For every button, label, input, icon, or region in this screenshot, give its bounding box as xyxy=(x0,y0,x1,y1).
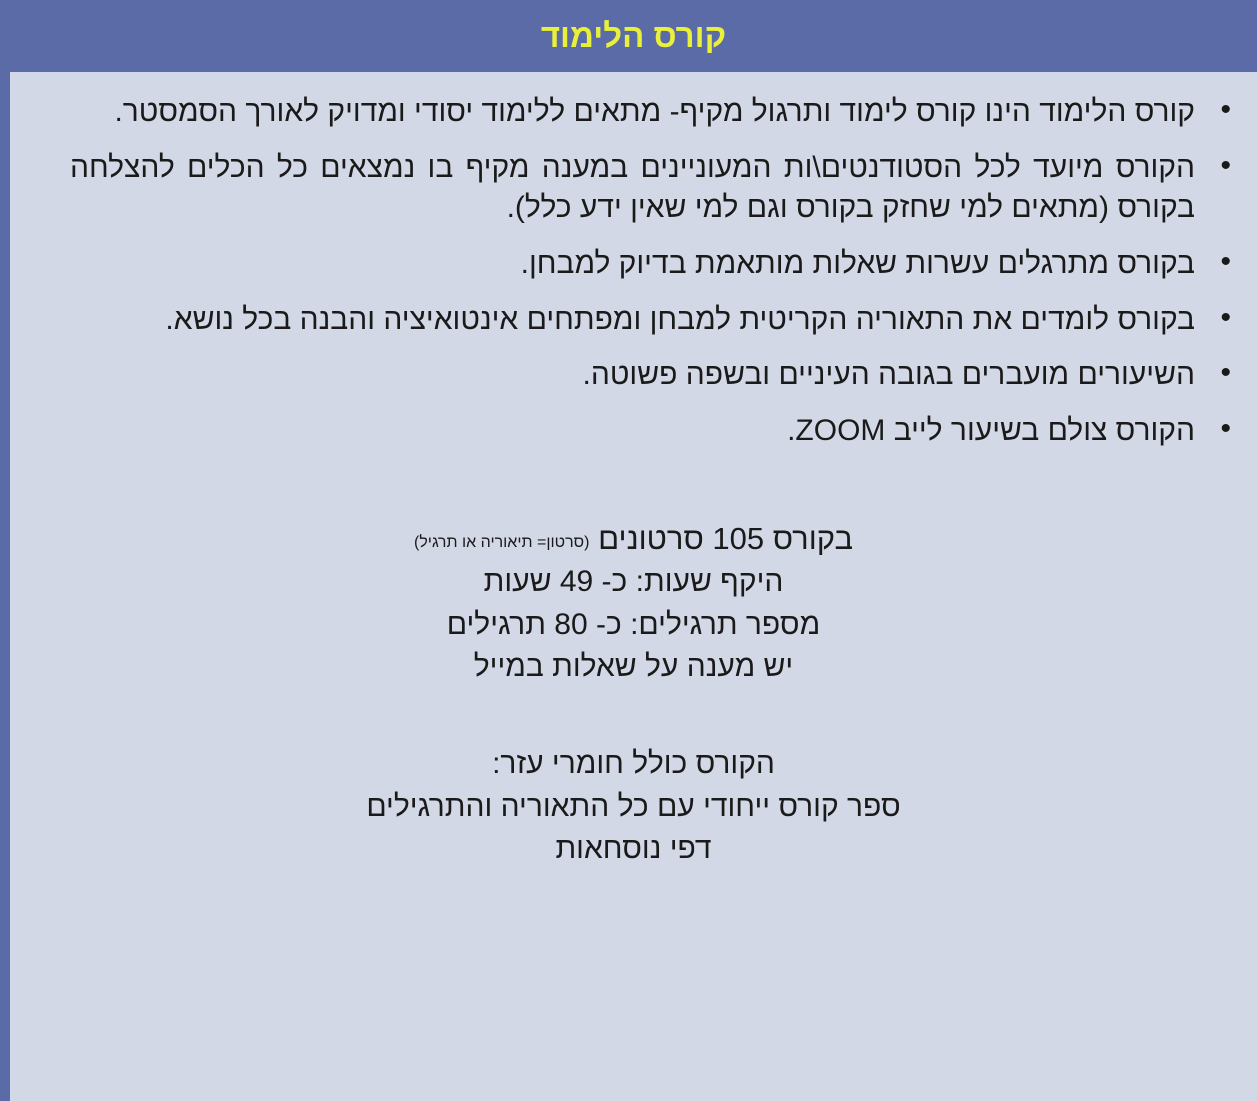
course-materials xyxy=(10,743,1257,871)
list-item: • קורס הלימוד הינו קורס לימוד ותרגול מקיף- מתאים ללימוד יסודי ומדויק לאורך הסמסטר. xyxy=(10,92,1257,132)
slide-content xyxy=(10,72,1257,1101)
materials-item-book: ספר קורס ייחודי עם כל התאוריה והתרגילים xyxy=(366,789,901,823)
list-item: • בקורס לומדים את התאוריה הקריטית למבחן ומפתחים אינטואיציה והבנה בכל נושא. xyxy=(10,300,1257,340)
accent-bar xyxy=(0,0,10,1101)
page-title: קורס הלימוד xyxy=(540,17,727,54)
videos-line xyxy=(10,517,1257,561)
hours-line: היקף שעות: כ- 49 שעות xyxy=(483,565,784,599)
section-gap xyxy=(10,689,1257,743)
list-item: • בקורס מתרגלים עשרות שאלות מותאמת בדיוק למבחן. xyxy=(10,244,1257,284)
materials-heading: הקורס כולל חומרי עזר: xyxy=(492,747,775,781)
slide-header xyxy=(10,0,1257,72)
bullet-list xyxy=(10,92,1257,451)
videos-note: (סרטון= תיאוריה או תרגיל) xyxy=(414,534,590,552)
course-stats xyxy=(10,517,1257,689)
list-item: • הקורס צולם בשיעור לייב ZOOM. xyxy=(10,411,1257,451)
videos-count-text: בקורס 105 סרטונים xyxy=(598,521,853,557)
list-item: • השיעורים מועברים בגובה העיניים ובשפה פשוטה. xyxy=(10,355,1257,395)
support-line: יש מענה על שאלות במייל xyxy=(473,650,794,684)
exercises-line: מספר תרגילים: כ- 80 תרגילים xyxy=(446,607,821,641)
materials-item-formulas: דפי נוסחאות xyxy=(555,832,712,866)
list-item: • הקורס מיועד לכל הסטודנטים\ות המעוניינים במענה מקיף בו נמצאים כל הכלים להצלחה בקורס (מתאים למי שחזק בקורס וגם למי שאין ידע כלל). xyxy=(10,148,1257,228)
